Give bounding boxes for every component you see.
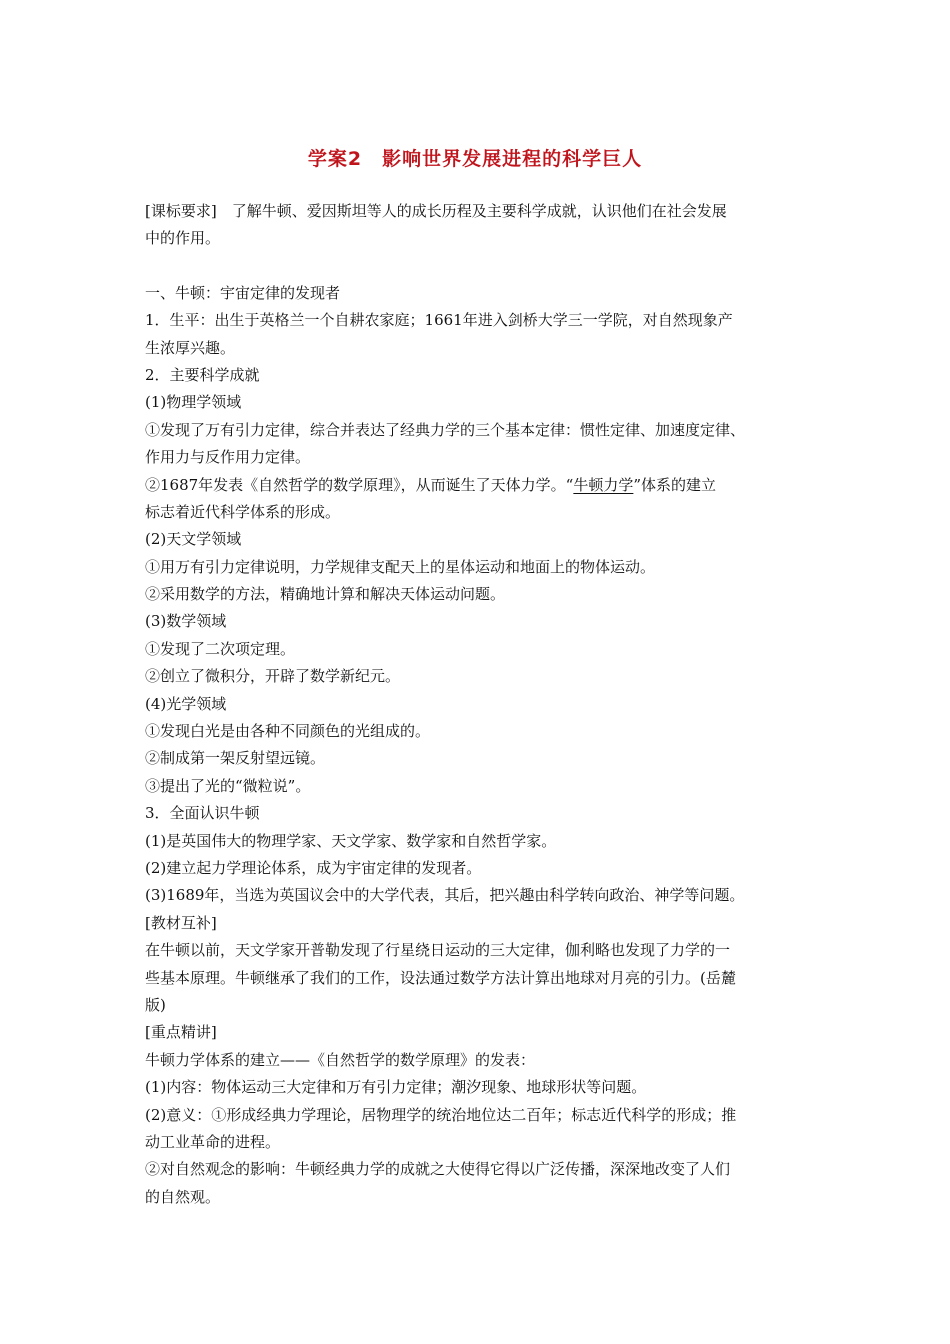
key-point-item: (1)内容：物体运动三大定律和万有引力定律；潮汐现象、地球形状等问题。 [145, 1078, 647, 1097]
key-point-item: (2)意义：①形成经典力学理论，居物理学的统治地位达二百年；标志近代科学的形成；推 [145, 1105, 737, 1124]
key-point-item: ②对自然观念的影响：牛顿经典力学的成就之大使得它得以广泛传播，深深地改变了人们 [145, 1160, 731, 1179]
astronomy-item: ①用万有引力定律说明，力学规律支配天上的星体运动和地面上的物体运动。 [145, 557, 656, 576]
math-item: ①发现了二次项定理。 [145, 639, 296, 658]
field-heading: (4)光学领域 [145, 694, 227, 713]
physics-item-line: 作用力与反作用力定律。 [145, 448, 311, 467]
textbook-supplement-heading: [教材互补] [145, 913, 217, 932]
standard-requirement-line: 中的作用。 [145, 229, 221, 248]
subsection-heading: 2．主要科学成就 [145, 365, 260, 384]
field-heading: (3)数学领域 [145, 612, 227, 631]
textbook-supplement-line: 在牛顿以前，天文学家开普勒发现了行星绕日运动的三大定律，伽利略也发现了力学的一 [145, 941, 731, 960]
newtonian-mechanics-term: 牛顿力学 [573, 475, 634, 494]
bio-line: 1．生平：出生于英格兰一个自耕农家庭；1661年进入剑桥大学三一学院，对自然现象产 [145, 311, 733, 330]
subsection-heading: 3．全面认识牛顿 [145, 804, 260, 823]
optics-item: ③提出了光的“微粒说”。 [145, 776, 311, 795]
key-point-item: 的自然观。 [145, 1187, 221, 1206]
field-heading: (1)物理学领域 [145, 393, 242, 412]
section-heading: 一、牛顿：宇宙定律的发现者 [145, 283, 341, 302]
math-item: ②创立了微积分，开辟了数学新纪元。 [145, 667, 401, 686]
overall-item: (2)建立起力学理论体系，成为宇宙定律的发现者。 [145, 858, 482, 877]
textbook-supplement-line: 些基本原理。牛顿继承了我们的工作，设法通过数学方法计算出地球对月亮的引力。(岳麓 [145, 968, 736, 987]
physics-item-line [145, 472, 810, 499]
optics-item: ①发现白光是由各种不同颜色的光组成的。 [145, 722, 431, 741]
document-body [145, 198, 810, 1211]
physics-item-text: ”体系的建立 [633, 475, 717, 494]
overall-item: (3)1689年，当选为英国议会中的大学代表，其后，把兴趣由科学转向政治、神学等问题。 [145, 886, 745, 905]
optics-item: ②制成第一架反射望远镜。 [145, 749, 326, 768]
key-point-item: 动工业革命的进程。 [145, 1132, 281, 1151]
physics-item-line: ①发现了万有引力定律，综合并表达了经典力学的三个基本定律：惯性定律、加速度定律、 [145, 420, 746, 439]
bio-line: 生浓厚兴趣。 [145, 338, 236, 357]
astronomy-item: ②采用数学的方法，精确地计算和解决天体运动问题。 [145, 585, 506, 604]
overall-item: (1)是英国伟大的物理学家、天文学家、数学家和自然哲学家。 [145, 831, 557, 850]
key-points-heading: [重点精讲] [145, 1023, 217, 1042]
physics-item-text: ②1687年发表《自然哲学的数学原理》，从而诞生了天体力学。“ [145, 475, 574, 494]
key-points-intro: 牛顿力学体系的建立——《自然哲学的数学原理》的发表： [145, 1050, 536, 1069]
field-heading: (2)天文学领域 [145, 530, 242, 549]
standard-requirement-line: [课标要求] 了解牛顿、爱因斯坦等人的成长历程及主要科学成就，认识他们在社会发展 [145, 202, 727, 220]
physics-item-line: 标志着近代科学体系的形成。 [145, 502, 341, 521]
document-title: 学案2 影响世界发展进程的科学巨人 [307, 148, 643, 170]
paragraph-gap [145, 253, 810, 280]
textbook-supplement-line: 版) [145, 995, 166, 1014]
